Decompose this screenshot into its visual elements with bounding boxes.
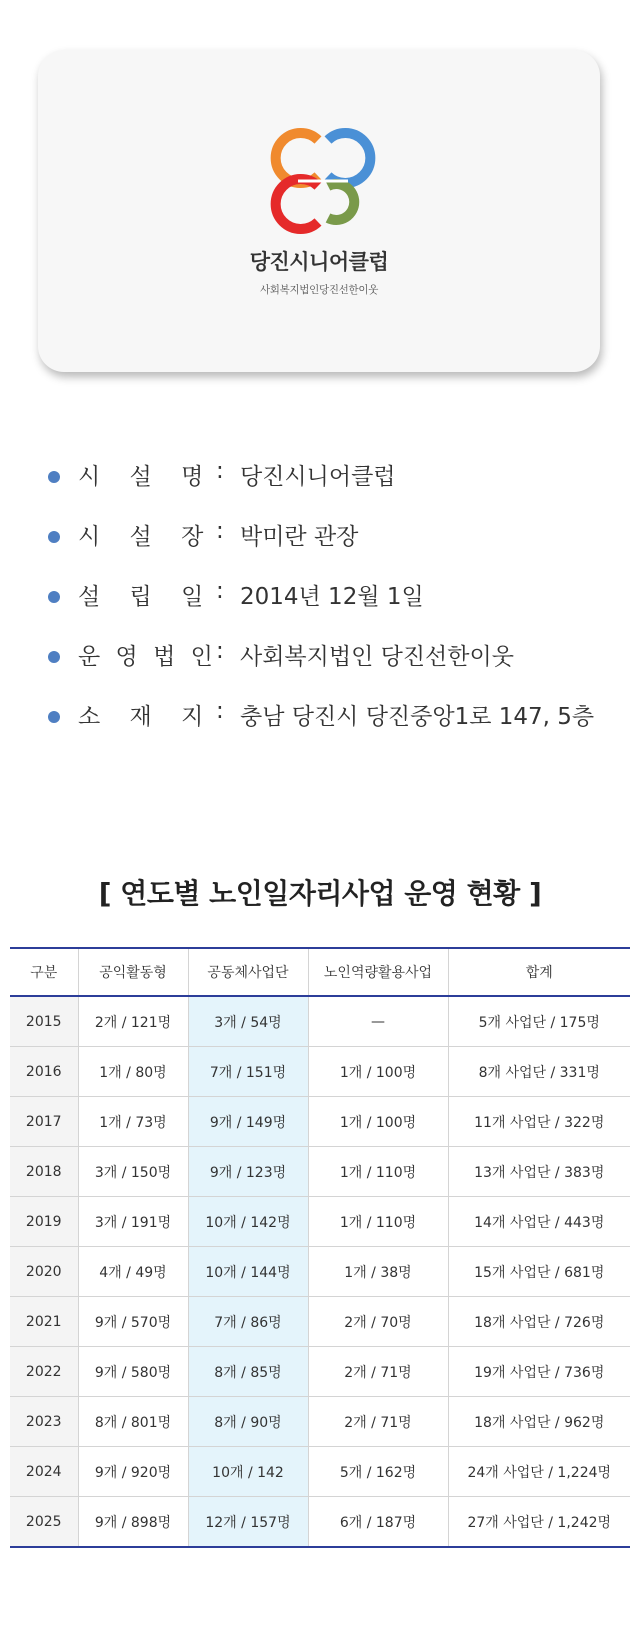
cell-total: 27개 사업단 / 1,242명 (448, 1497, 630, 1548)
info-value: 충남 당진시 당진중앙1로 147, 5층 (240, 704, 595, 730)
info-label: 시 설 명 (78, 464, 204, 490)
cell-public-activity: 2개 / 121명 (78, 996, 188, 1047)
table-header-row (10, 948, 630, 996)
yearly-stats-table (10, 947, 630, 1548)
info-value: 사회복지법인 당진선한이웃 (240, 644, 514, 670)
cell-community-business: 7개 / 151명 (188, 1047, 308, 1097)
bullet-icon (48, 531, 60, 543)
cell-senior-capacity: 1개 / 38명 (308, 1247, 448, 1297)
cell-community-business: 8개 / 90명 (188, 1397, 308, 1447)
header-community-business: 공동체사업단 (188, 948, 308, 996)
cell-year: 2020 (10, 1247, 78, 1297)
cell-total: 8개 사업단 / 331명 (448, 1047, 630, 1097)
cell-total: 13개 사업단 / 383명 (448, 1147, 630, 1197)
header-public-activity: 공익활동형 (78, 948, 188, 996)
cell-public-activity: 9개 / 898명 (78, 1497, 188, 1548)
cell-year: 2018 (10, 1147, 78, 1197)
cell-year: 2021 (10, 1297, 78, 1347)
table-row (10, 1147, 630, 1197)
info-value: 2014년 12월 1일 (240, 584, 424, 610)
table-row (10, 1047, 630, 1097)
cell-senior-capacity: 2개 / 70명 (308, 1297, 448, 1347)
cell-public-activity: 9개 / 920명 (78, 1447, 188, 1497)
cell-senior-capacity: 5개 / 162명 (308, 1447, 448, 1497)
cell-community-business: 12개 / 157명 (188, 1497, 308, 1548)
cell-year: 2025 (10, 1497, 78, 1548)
table-row (10, 1197, 630, 1247)
cell-total: 14개 사업단 / 443명 (448, 1197, 630, 1247)
header-senior-capacity: 노인역량활용사업 (308, 948, 448, 996)
cell-senior-capacity: 1개 / 100명 (308, 1097, 448, 1147)
table-body (10, 996, 630, 1547)
info-label: 운 영 법 인 (78, 644, 213, 670)
cell-public-activity: 9개 / 580명 (78, 1347, 188, 1397)
cell-senior-capacity: 2개 / 71명 (308, 1347, 448, 1397)
cell-total: 24개 사업단 / 1,224명 (448, 1447, 630, 1497)
table-row (10, 1097, 630, 1147)
cell-community-business: 9개 / 149명 (188, 1097, 308, 1147)
info-label: 시 설 장 (78, 524, 204, 550)
bullet-icon (48, 471, 60, 483)
header-category: 구분 (10, 948, 78, 996)
section-title: [ 연도별 노인일자리사업 운영 현황 ] (98, 877, 542, 910)
cell-public-activity: 8개 / 801명 (78, 1397, 188, 1447)
cell-senior-capacity: — (308, 996, 448, 1047)
cell-total: 5개 사업단 / 175명 (448, 996, 630, 1047)
info-value: 당진시니어클럽 (240, 464, 396, 490)
cell-year: 2016 (10, 1047, 78, 1097)
cell-community-business: 8개 / 85명 (188, 1347, 308, 1397)
table-row (10, 1297, 630, 1347)
cell-year: 2024 (10, 1447, 78, 1497)
cell-year: 2023 (10, 1397, 78, 1447)
table-row (10, 1497, 630, 1548)
cell-public-activity: 4개 / 49명 (78, 1247, 188, 1297)
cell-year: 2015 (10, 996, 78, 1047)
cell-total: 15개 사업단 / 681명 (448, 1247, 630, 1297)
brand-card (38, 50, 600, 372)
cell-public-activity: 9개 / 570명 (78, 1297, 188, 1347)
table-row (10, 1447, 630, 1497)
clover-logo-icon (268, 126, 378, 236)
bullet-icon (48, 711, 60, 723)
cell-year: 2017 (10, 1097, 78, 1147)
cell-senior-capacity: 1개 / 110명 (308, 1197, 448, 1247)
cell-senior-capacity: 2개 / 71명 (308, 1397, 448, 1447)
table-row (10, 996, 630, 1047)
table-row (10, 1397, 630, 1447)
cell-community-business: 3개 / 54명 (188, 996, 308, 1047)
cell-public-activity: 3개 / 191명 (78, 1197, 188, 1247)
cell-total: 18개 사업단 / 726명 (448, 1297, 630, 1347)
brand-subtitle: 사회복지법인당진선한이웃 (259, 284, 379, 296)
table-row (10, 1347, 630, 1397)
cell-senior-capacity: 1개 / 100명 (308, 1047, 448, 1097)
info-label: 소 재 지 (78, 704, 204, 730)
brand-name: 당진시니어클럽 (249, 250, 389, 274)
cell-total: 18개 사업단 / 962명 (448, 1397, 630, 1447)
table-row (10, 1247, 630, 1297)
bullet-icon (48, 591, 60, 603)
cell-senior-capacity: 6개 / 187명 (308, 1497, 448, 1548)
cell-total: 11개 사업단 / 322명 (448, 1097, 630, 1147)
cell-community-business: 10개 / 144명 (188, 1247, 308, 1297)
info-label: 설 립 일 (78, 584, 204, 610)
cell-total: 19개 사업단 / 736명 (448, 1347, 630, 1397)
cell-community-business: 7개 / 86명 (188, 1297, 308, 1347)
cell-community-business: 9개 / 123명 (188, 1147, 308, 1197)
cell-year: 2019 (10, 1197, 78, 1247)
info-value: 박미란 관장 (240, 524, 359, 550)
cell-community-business: 10개 / 142명 (188, 1197, 308, 1247)
cell-public-activity: 1개 / 73명 (78, 1097, 188, 1147)
cell-public-activity: 1개 / 80명 (78, 1047, 188, 1097)
cell-community-business: 10개 / 142 (188, 1447, 308, 1497)
cell-senior-capacity: 1개 / 110명 (308, 1147, 448, 1197)
bullet-icon (48, 651, 60, 663)
header-total: 합계 (448, 948, 630, 996)
cell-year: 2022 (10, 1347, 78, 1397)
cell-public-activity: 3개 / 150명 (78, 1147, 188, 1197)
